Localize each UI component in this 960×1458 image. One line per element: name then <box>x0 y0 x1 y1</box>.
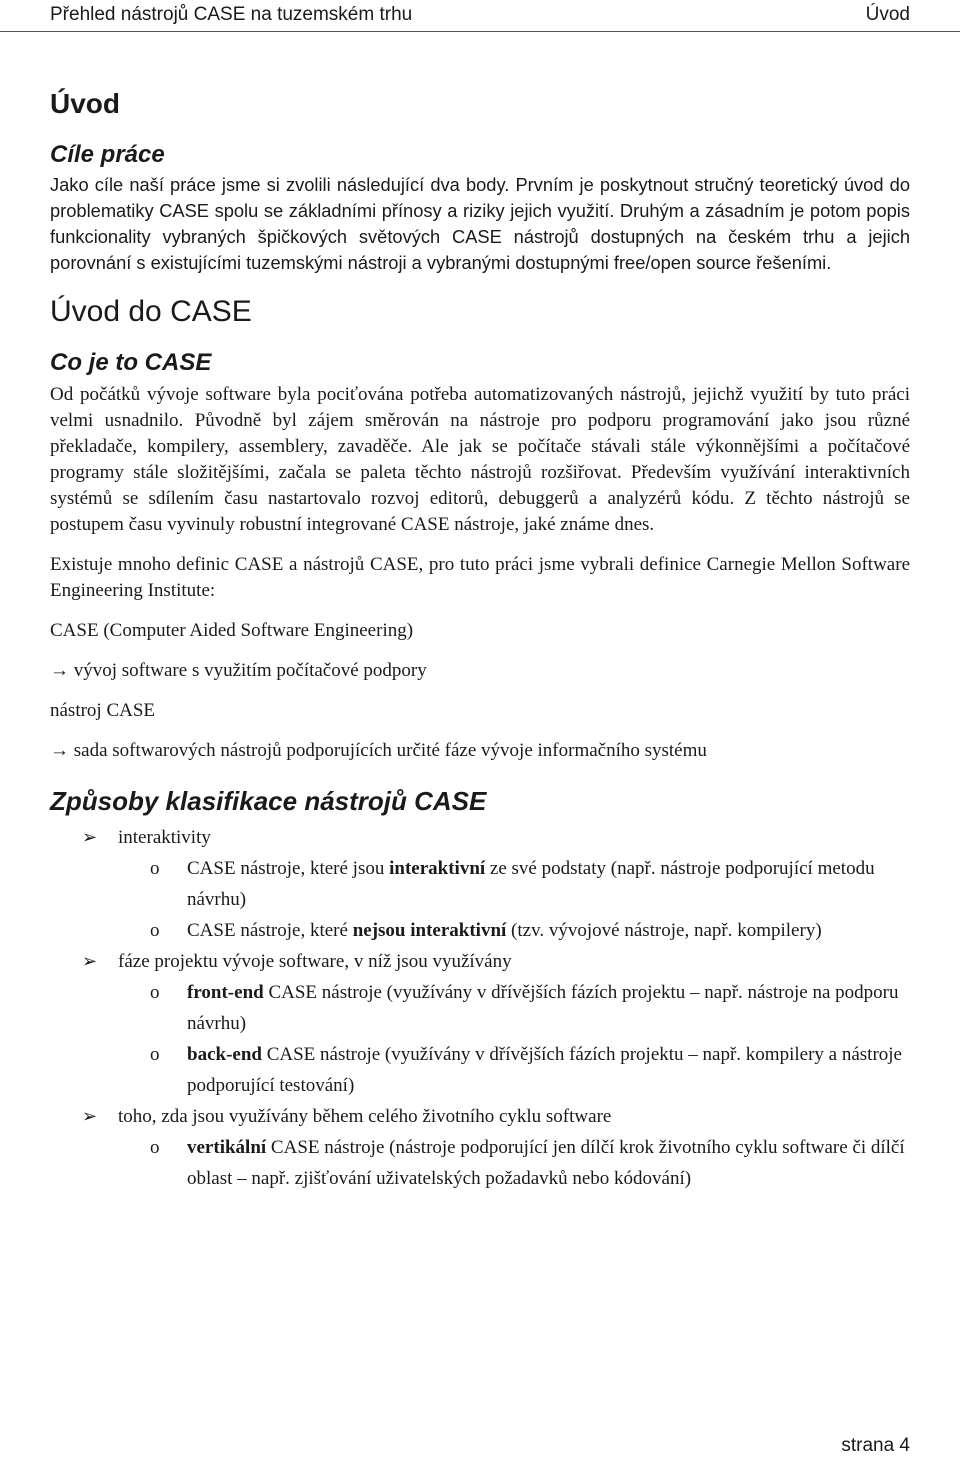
list-item-label: interaktivity <box>118 827 211 848</box>
circle-bullet-icon: o <box>150 1044 160 1065</box>
sub-list <box>118 977 910 1101</box>
circle-bullet-icon: o <box>150 858 160 879</box>
item-text: CASE nástroje (využívány v dřívějších fázích projektu – např. nástroje na podporu návrhu) <box>187 982 899 1034</box>
arrowhead-bullet-icon: ➢ <box>82 827 98 848</box>
paragraph-cile-prace: Jako cíle naší práce jsme si zvolili následující dva body. Prvním je poskytnout stručný teoretický úvod do problematiky CASE spolu se základními přínosy a riziky jejich využití. Druhým a zásadním je potom popis funkcionality vybraných špičkových světových CASE nástrojů dostupných na českém trhu a jejich porovnání s existujícími tuzemskými nástroji a vybranými dostupnými free/open source řešeními. <box>50 174 910 273</box>
definition-case-meaning <box>50 658 910 684</box>
list-item <box>50 822 910 946</box>
definition-case <box>50 618 910 644</box>
sub-list-item <box>150 853 910 915</box>
subheading-zpusoby-klasifikace: Způsoby klasifikace nástrojů CASE <box>50 786 487 816</box>
subheading-co-je-to-case: Co je to CASE <box>50 349 212 376</box>
sub-list-item <box>150 977 910 1039</box>
item-text: (tzv. vývojové nástroje, např. kompilery) <box>506 920 822 941</box>
item-text: ze své podstaty (např. nástroje podporující metodu návrhu) <box>187 858 875 910</box>
paragraph-definitions-intro: Existuje mnoho definic CASE a nástrojů CASE, pro tuto práci jsme vybrali definice Carnegie Mellon Software Engineering Institute: <box>50 554 910 601</box>
sub-list <box>118 853 910 946</box>
arrowhead-bullet-icon: ➢ <box>82 1106 98 1127</box>
header-chapter-name: Úvod <box>865 4 910 25</box>
circle-bullet-icon: o <box>150 920 160 941</box>
list-item <box>50 1101 910 1194</box>
list-item-label: fáze projektu vývoje software, v níž jsou využívány <box>118 951 512 972</box>
item-bold-text: vertikální <box>187 1137 267 1158</box>
circle-bullet-icon: o <box>150 982 160 1003</box>
item-text: CASE nástroje (využívány v dřívějších fázích projektu – např. kompilery a nástroje podporující testování) <box>187 1044 902 1096</box>
arrow-icon: → <box>50 740 69 761</box>
item-text: CASE nástroje, které jsou <box>187 858 390 879</box>
definition-text: sada softwarových nástrojů podporujících určité fáze vývoje informačního systému <box>69 740 707 761</box>
arrow-icon: → <box>50 660 69 681</box>
definition-nastroj-case <box>50 698 910 724</box>
item-bold-text: interaktivní <box>389 858 486 879</box>
heading-uvod-do-case: Úvod do CASE <box>50 295 252 328</box>
running-header <box>0 0 960 34</box>
header-document-title: Přehled nástrojů CASE na tuzemském trhu <box>50 4 413 25</box>
subheading-cile-prace: Cíle práce <box>50 141 165 168</box>
header-rule <box>0 31 960 32</box>
item-bold-text: back-end <box>187 1044 262 1065</box>
definition-term: nástroj CASE <box>50 700 156 721</box>
item-text: CASE nástroje (nástroje podporující jen dílčí krok životního cyklu software či dílčí oblast – např. zjišťování uživatelských požadavků nebo kódování) <box>187 1137 905 1189</box>
definition-nastroj-case-meaning <box>50 738 910 764</box>
circle-bullet-icon: o <box>150 1137 160 1158</box>
item-bold-text: front-end <box>187 982 264 1003</box>
sub-list-item <box>150 915 910 946</box>
definition-text: vývoj software s využitím počítačové podpory <box>69 660 427 681</box>
heading-uvod: Úvod <box>50 88 120 119</box>
sub-list-item <box>150 1132 910 1194</box>
sub-list-item <box>150 1039 910 1101</box>
list-item <box>50 946 910 1101</box>
arrowhead-bullet-icon: ➢ <box>82 951 98 972</box>
definition-term: CASE <box>50 620 99 641</box>
paragraph-co-je-to-case: Od počátků vývoje software byla pociťována potřeba automatizovaných nástrojů, jejichž využití by tuto práci velmi usnadnilo. Původně byl zájem směrován na nástroje pro podporu programování jako jsou různé překladače, kompilery, assemblery, zavaděče. Ale jak se počítače stávali stále výkonnějšími a počítačové programy stále složitějšími, začala se paleta těchto nástrojů rozšiřovat. Především využívání interaktivních systémů se sdílením času nastartovalo rozvoj editorů, debuggerů a analyzérů kódu. Z těchto nástrojů se postupem času vyvinuly robustní integrované CASE nástroje, jaké známe dnes. <box>50 384 910 535</box>
page-number: strana 4 <box>841 1435 910 1456</box>
sub-list <box>118 1132 910 1194</box>
item-text: CASE nástroje, které <box>187 920 353 941</box>
list-item-label: toho, zda jsou využívány během celého životního cyklu software <box>118 1106 612 1127</box>
classification-list <box>50 822 910 1194</box>
page-content <box>50 84 910 1194</box>
item-bold-text: nejsou interaktivní <box>352 920 507 941</box>
definition-expansion: (Computer Aided Software Engineering) <box>98 620 414 641</box>
